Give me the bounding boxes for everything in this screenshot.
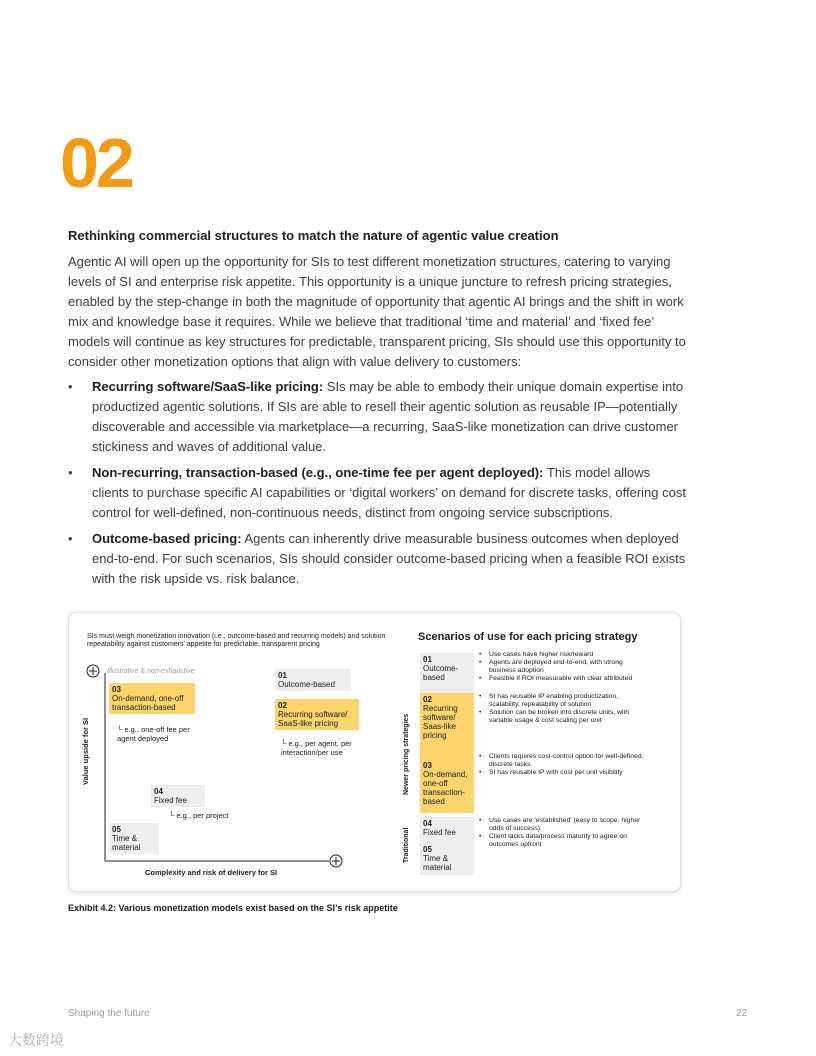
exhibit-left-title: SIs must weigh monetization innovation (i.e., outcome-based and recurring models) and solution repeatability against customers’ appetite for predictable, transparent pricing — [87, 633, 386, 648]
scenario-box-05: 05 Time & material — [420, 843, 474, 875]
pricing-bullet-list — [68, 377, 688, 595]
section-number: 02 — [60, 124, 132, 202]
matrix-note-02: └ e.g., per agent, per interaction/per use — [281, 739, 352, 757]
scenario-bullets-02: • SI has reusable IP enabling productization, scalability, repeatability of solution • Solution can be broken into discrete units, with variable usage & cost scaling per unit — [479, 693, 647, 725]
y-axis-label: Value upside for SI — [81, 717, 90, 785]
exhibit-card — [68, 612, 681, 892]
scenario-bullets-01: • Use cases have higher risk/reward • Agents are deployed end-to-end, with strong business adoption • Feasible if ROI measurable with clear attributed — [479, 651, 647, 683]
matrix-box-04: 04 Fixed fee — [151, 785, 205, 807]
matrix-note-04: └ e.g., per project — [169, 811, 229, 820]
scenario-bullets-04: • Use cases are ‘established’ (easy to scope, higher odds of success) • Client lacks data/process maturity to agree on outcomes upfront — [479, 817, 647, 849]
matrix-note-03: └ e.g., one-off fee per agent deployed — [117, 725, 190, 743]
watermark-logo: 大数跨境 — [8, 1032, 64, 1048]
exhibit-right-title: Scenarios of use for each pricing strategy — [418, 631, 638, 643]
section-heading: Rethinking commercial structures to match the nature of agentic value creation — [68, 228, 559, 243]
scenario-box-01: 01 Outcome-based — [420, 653, 474, 693]
matrix-box-02: 02 Recurring software/ SaaS-like pricing — [275, 699, 359, 730]
x-axis-label: Complexity and risk of delivery for SI — [145, 868, 278, 877]
bullet-transaction: • Non-recurring, transaction-based (e.g., one-time fee per agent deployed): This model allows clients to purchase specific AI capabilities or ‘digital workers’ on demand for discrete tasks, offering cost control for well-defined, non-continuous needs, distinct from ongoing service subscriptions. — [68, 465, 686, 520]
scenario-box-04: 04 Fixed fee — [420, 817, 474, 843]
scenario-box-02: 02 Recurring software/ Saas-like pricing — [420, 693, 474, 753]
traditional-label: Traditional — [403, 827, 410, 863]
bullet-outcome: • Outcome-based pricing: Agents can inherently drive measurable business outcomes when deployed end-to-end. For such scenarios, SIs should consider outcome-based pricing when a feasible ROI exists with the risk upside vs. risk balance. — [68, 531, 686, 586]
bullet-recurring: • Recurring software/SaaS-like pricing: SIs may be able to embody their unique domain expertise into productized agentic solutions. If SIs are able to resell their agentic solution as reusable IP—potentially discoverable and accessible via marketplace—a recurring, SaaS-like monetization can drive customer stickiness and waves of additional value. — [68, 379, 684, 454]
intro-paragraph: Agentic AI will open up the opportunity for SIs to test different monetization structures, catering to varying levels of SI and enterprise risk appetite. This opportunity is a unique juncture to refresh pricing strategies, enabled by the step-change in both the magnitude of opportunity that agentic AI brings and the shift in work mix and knowledge base it requires. While we believe that traditional ‘time and material’ and ‘fixed fee’ models will continue as key structures for predictable, transparent pricing, SIs should use this opportunity to consider other monetization options that align with value delivery to customers: — [68, 254, 686, 369]
page-number: 22 — [736, 1008, 748, 1019]
illustrative-label: Illustrative & non-exhaustive — [107, 668, 195, 675]
footer-title: Shaping the future — [68, 1008, 150, 1019]
matrix-box-05: 05 Time & material — [109, 823, 159, 854]
exhibit-caption: Exhibit 4.2: Various monetization models exist based on the SI’s risk appetite — [68, 903, 398, 913]
scenario-bullets-03: • Clients requires cost-control option for well-defined, discrete tasks • SI has reusable IP with cost per unit visibility — [479, 753, 647, 777]
newer-strategies-label: Newer pricing strategies — [403, 713, 410, 795]
matrix-box-01: 01 Outcome-based — [275, 669, 351, 691]
scenario-box-03: 03 On-demand, one-off transaction-based — [420, 753, 474, 813]
matrix-box-03: 03 On-demand, one-off transaction-based — [109, 683, 195, 714]
